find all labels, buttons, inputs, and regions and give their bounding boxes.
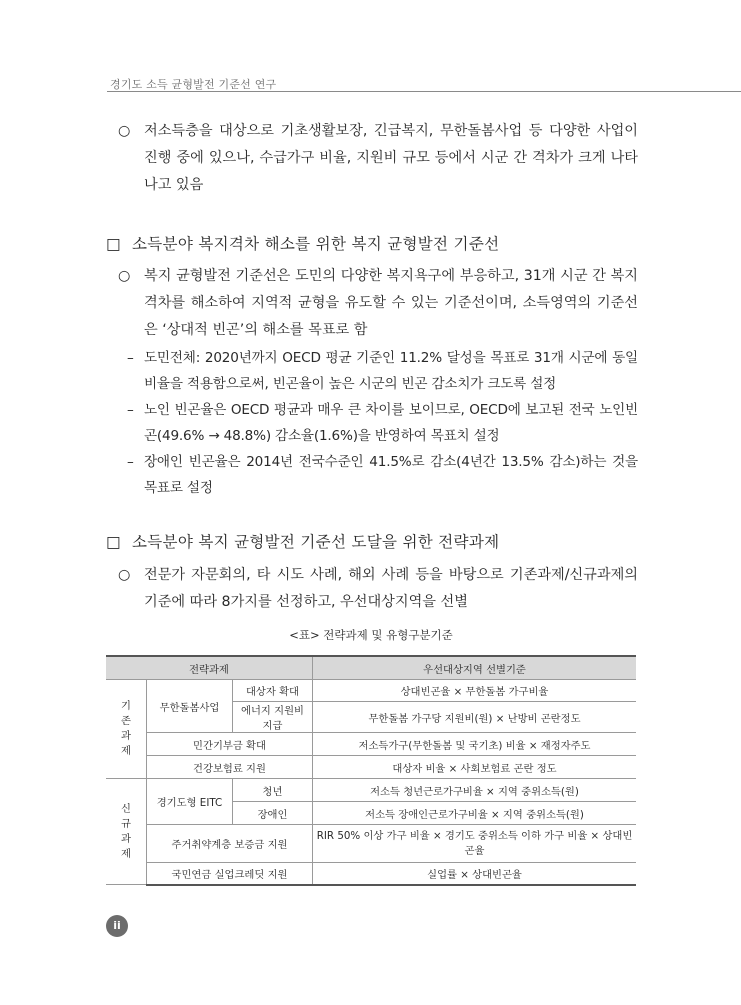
table-row bbox=[106, 863, 636, 885]
vertical-group-char: 과 bbox=[121, 730, 131, 742]
dash-item-text: 도민전체: 2020년까지 OECD 평균 기준인 11.2% 달성을 목표로 31개 시군에 동일비율을 적용함으로써, 빈곤율이 높은 시군의 빈곤 감소치가 크도록 설정 bbox=[144, 350, 638, 392]
criteria-cell: 저소득 청년근로가구비율 × 지역 중위소득(원) bbox=[313, 779, 637, 802]
table-row bbox=[106, 680, 636, 702]
subtask-cell: 대상자 확대 bbox=[233, 680, 313, 702]
vertical-group-char: 존 bbox=[121, 715, 131, 727]
table-row bbox=[106, 733, 636, 756]
task-cell: 국민연금 실업크레딧 지원 bbox=[147, 863, 313, 885]
bullet-paragraph-3 bbox=[118, 562, 638, 616]
task-cell: 민간기부금 확대 bbox=[147, 733, 313, 756]
table-row bbox=[106, 825, 636, 863]
section-heading-text: 소득분야 복지격차 해소를 위한 복지 균형발전 기준선 bbox=[132, 235, 500, 253]
vertical-group-char: 과 bbox=[121, 832, 131, 845]
vertical-group-char: 제 bbox=[121, 847, 131, 860]
dash-item-2 bbox=[127, 397, 638, 449]
criteria-cell: 대상자 비율 × 사회보험료 곤란 정도 bbox=[313, 756, 637, 779]
vertical-group-char: 제 bbox=[121, 745, 131, 757]
task-cell: 건강보험료 지원 bbox=[147, 756, 313, 779]
section-heading-2 bbox=[106, 530, 499, 552]
running-header: 경기도 소득 균형발전 기준선 연구 bbox=[110, 78, 277, 91]
group-label-existing bbox=[106, 680, 147, 779]
header-divider bbox=[107, 91, 741, 92]
paragraph-text: 전문가 자문회의, 타 시도 사례, 해외 사례 등을 바탕으로 기존과제/신규과제의 기준에 따라 8가지를 선정하고, 우선대상지역을 선별 bbox=[144, 567, 638, 610]
strategy-table bbox=[106, 655, 636, 886]
dash-item-text: 노인 빈곤율은 OECD 평균과 매우 큰 차이를 보이므로, OECD에 보고된 전국 노인빈곤(49.6% → 48.8%) 감소율(1.6%)을 반영하여 목표치 설정 bbox=[144, 402, 638, 444]
task-cell: 경기도형 EITC bbox=[147, 779, 233, 825]
bullet-paragraph-2 bbox=[118, 263, 638, 344]
table-row bbox=[106, 779, 636, 802]
circle-bullet-icon: ○ bbox=[118, 567, 131, 583]
circle-bullet-icon: ○ bbox=[118, 268, 131, 284]
subtask-cell: 에너지 지원비 지급 bbox=[233, 702, 313, 733]
dash-bullet-icon: – bbox=[127, 402, 134, 418]
criteria-cell: 무한돌봄 가구당 지원비(원) × 난방비 곤란정도 bbox=[313, 702, 637, 733]
header-cell-criteria: 우선대상지역 선별기준 bbox=[313, 656, 637, 680]
criteria-cell: 상대빈곤율 × 무한돌봄 가구비율 bbox=[313, 680, 637, 702]
dash-item-1 bbox=[127, 345, 638, 397]
vertical-group-text bbox=[109, 699, 143, 759]
subtask-cell: 장애인 bbox=[233, 802, 313, 825]
subtask-cell: 청년 bbox=[233, 779, 313, 802]
vertical-group-text bbox=[109, 802, 143, 862]
vertical-group-char: 규 bbox=[121, 817, 131, 830]
circle-bullet-icon: ○ bbox=[118, 123, 131, 139]
table-caption: <표> 전략과제 및 유형구분기준 bbox=[289, 628, 453, 642]
page-number-badge: ii bbox=[106, 915, 128, 937]
dash-item-text: 장애인 빈곤율은 2014년 전국수준인 41.5%로 감소(4년간 13.5% 감소)하는 것을 목표로 설정 bbox=[144, 454, 638, 496]
vertical-group-char: 신 bbox=[121, 802, 131, 815]
criteria-cell: 저소득 장애인근로가구비율 × 지역 중위소득(원) bbox=[313, 802, 637, 825]
paragraph-text: 저소득층을 대상으로 기초생활보장, 긴급복지, 무한돌봄사업 등 다양한 사업이 진행 중에 있으나, 수급가구 비율, 지원비 규모 등에서 시군 간 격차가 크게 나타나고 있음 bbox=[144, 123, 638, 193]
square-bullet-icon: □ bbox=[106, 235, 121, 253]
criteria-cell: 저소득가구(무한돌봄 및 국기초) 비율 × 재정자주도 bbox=[313, 733, 637, 756]
section-heading-text: 소득분야 복지 균형발전 기준선 도달을 위한 전략과제 bbox=[132, 533, 500, 551]
criteria-cell: 실업률 × 상대빈곤율 bbox=[313, 863, 637, 885]
task-cell: 주거취약계층 보증금 지원 bbox=[147, 825, 313, 863]
vertical-group-char: 기 bbox=[121, 700, 131, 712]
table-header-row bbox=[106, 656, 636, 680]
header-cell-task: 전략과제 bbox=[106, 656, 313, 680]
dash-bullet-icon: – bbox=[127, 454, 134, 470]
square-bullet-icon: □ bbox=[106, 533, 121, 551]
dash-bullet-icon: – bbox=[127, 350, 134, 366]
section-heading-1 bbox=[106, 232, 499, 254]
paragraph-text: 복지 균형발전 기준선은 도민의 다양한 복지욕구에 부응하고, 31개 시군 간 복지격차를 해소하여 지역적 균형을 유도할 수 있는 기준선이며, 소득영역의 기준선은 ‘상대적 빈곤’의 해소를 목표로 함 bbox=[144, 268, 638, 338]
group-label-new bbox=[106, 779, 147, 885]
criteria-cell: RIR 50% 이상 가구 비율 × 경기도 중위소득 이하 가구 비율 × 상대빈곤율 bbox=[313, 825, 637, 863]
dash-item-3 bbox=[127, 449, 638, 501]
bullet-paragraph-1 bbox=[118, 118, 638, 199]
task-cell: 무한돌봄사업 bbox=[147, 680, 233, 733]
table-row bbox=[106, 756, 636, 779]
